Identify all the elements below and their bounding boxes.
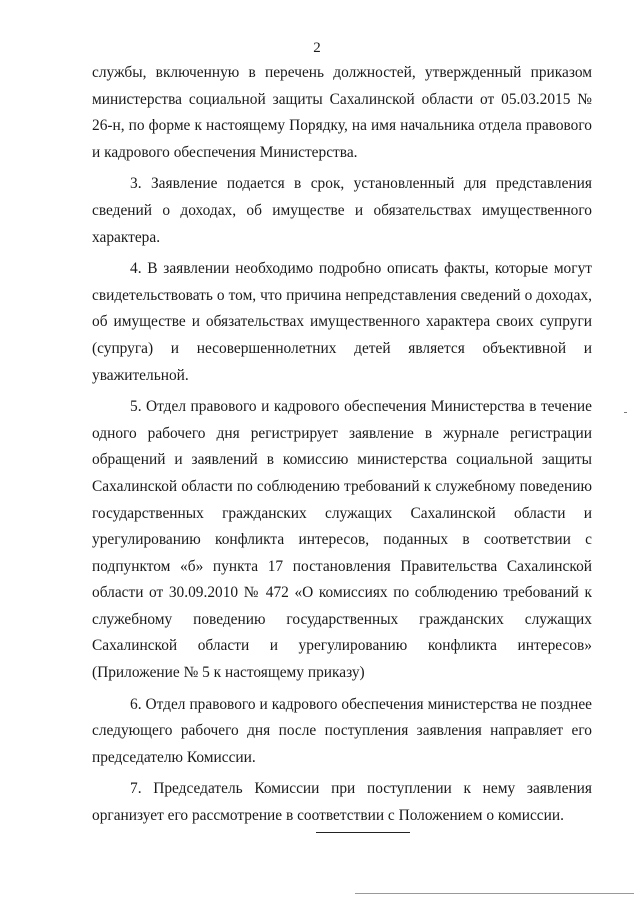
paragraph-5: 5. Отдел правового и кадрового обеспечения Министерства в течение одного рабочего дня регистрирует заявление в журнале регистрации обращений и заявлений в комиссию министерства социальной защиты Сахалинской области по соблюдению требований к служебному поведению государственных гражданских служащих Сахалинской области и урегулированию конфликта интересов, поданных в соответствии с подпунктом «б» пункта 17 постановления Правительства Сахалинской области от 30.09.2010 № 472 «О комиссиях по соблюдению требований к служебному поведению государственных гражданских служащих Сахалинской области и урегулированию конфликта интересов» (Приложение № 5 к настоящему приказу) <box>92 398 592 682</box>
paragraph-7: 7. Председатель Комиссии при поступлении к нему заявления организует его рассмотрение в соответствии с Положением о комиссии. <box>92 780 592 825</box>
paragraph-6: 6. Отдел правового и кадрового обеспечения министерства не позднее следующего рабочего дня после поступления заявления направляет его председателю Комиссии. <box>92 695 592 766</box>
page-number: 2 <box>313 40 321 56</box>
scan-artifact-mark <box>624 412 627 413</box>
paragraph-4: 4. В заявлении необходимо подробно описать факты, которые могут свидетельствовать о том, что причина непредставления сведений о доходах, об имуществе и обязательствах имущественного характера своих супруги (супруга) и несовершеннолетних детей является объективной и уважительной. <box>92 260 592 384</box>
end-of-document-rule <box>316 832 410 833</box>
paragraph-3: 3. Заявление подается в срок, установленный для представления сведений о доходах, об имуществе и обязательствах имущественного характера. <box>92 175 592 246</box>
scan-edge-line <box>355 893 634 894</box>
document-body <box>92 60 592 835</box>
paragraph-continuation: службы, включенную в перечень должностей, утвержденный приказом министерства социальной защиты Сахалинской области от 05.03.2015 № 26-н, по форме к настоящему Порядку, на имя начальника отдела правового и кадрового обеспечения Министерства. <box>92 64 592 161</box>
